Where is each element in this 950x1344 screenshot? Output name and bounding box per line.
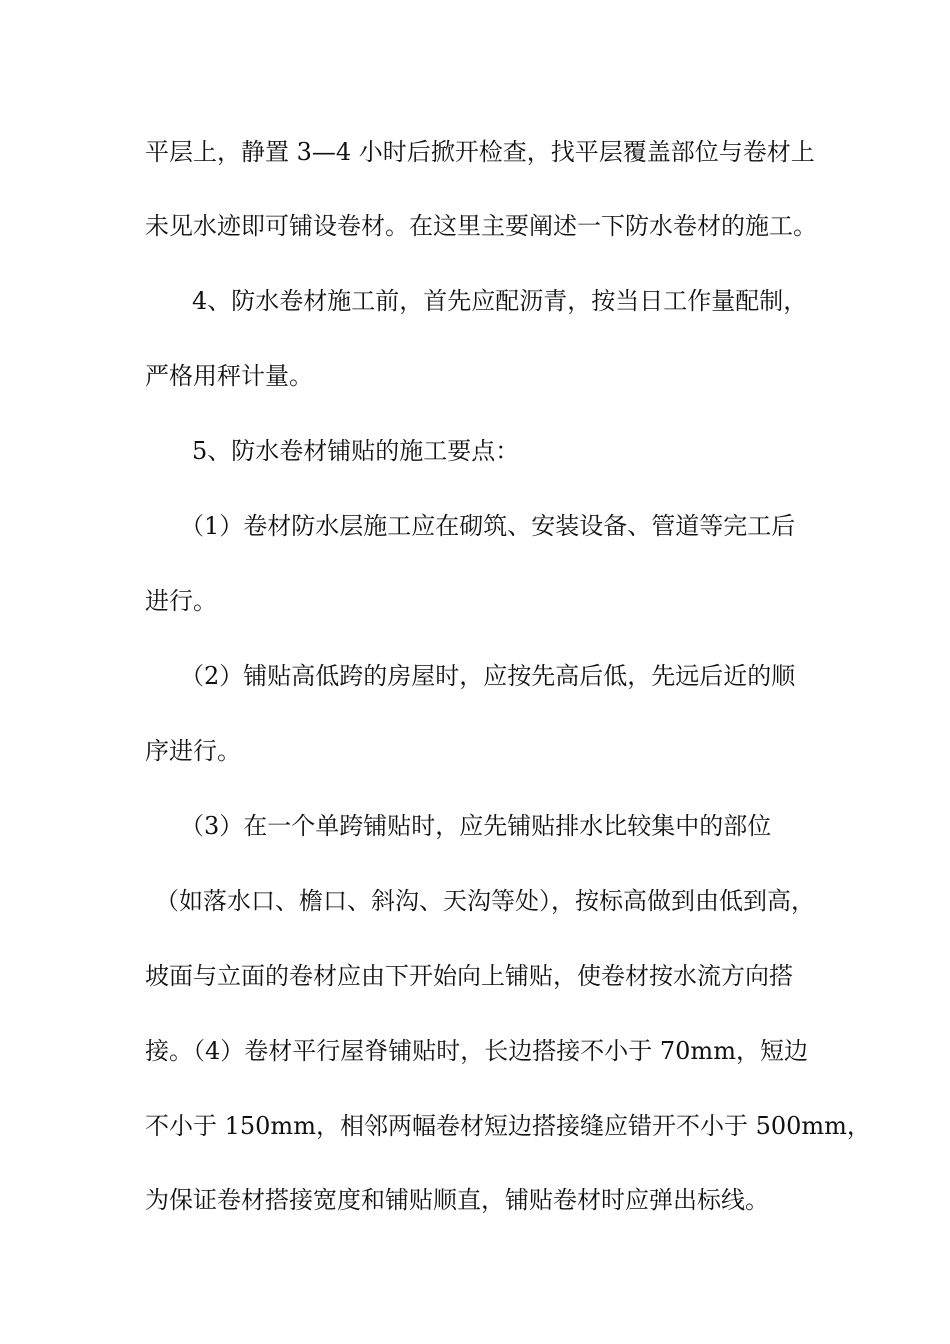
text-line-1: 平层上，静置 3—4 小时后掀开检查，找平层覆盖部位与卷材上: [145, 138, 815, 166]
text-line-3: 4、防水卷材施工前，首先应配沥青，按当日工作量配制，: [192, 287, 808, 315]
text-line-4: 严格用秤计量。: [145, 362, 313, 390]
text-line-11: （如落水口、檐口、斜沟、天沟等处），按标高做到由低到高，: [155, 887, 815, 915]
text-line-6: （1）卷材防水层施工应在砌筑、安装设备、管道等完工后: [180, 512, 796, 540]
text-line-2: 未见水迹即可铺设卷材。在这里主要阐述一下防水卷材的施工。: [145, 212, 817, 240]
text-line-15: 为保证卷材搭接宽度和铺贴顺直，铺贴卷材时应弹出标线。: [145, 1186, 769, 1214]
text-line-10: （3）在一个单跨铺贴时，应先铺贴排水比较集中的部位: [180, 812, 772, 840]
text-line-13: 接。（4）卷材平行屋脊铺贴时，长边搭接不小于 70mm，短边: [145, 1037, 808, 1065]
text-line-14: 不小于 150mm，相邻两幅卷材短边搭接缝应错开不小于 500mm，: [145, 1112, 871, 1140]
text-line-9: 序进行。: [145, 737, 241, 765]
text-line-5: 5、防水卷材铺贴的施工要点：: [192, 437, 520, 465]
text-line-12: 坡面与立面的卷材应由下开始向上铺贴，使卷材按水流方向搭: [145, 962, 793, 990]
text-line-7: 进行。: [145, 587, 217, 615]
text-line-8: （2）铺贴高低跨的房屋时，应按先高后低，先远后近的顺: [180, 662, 796, 690]
